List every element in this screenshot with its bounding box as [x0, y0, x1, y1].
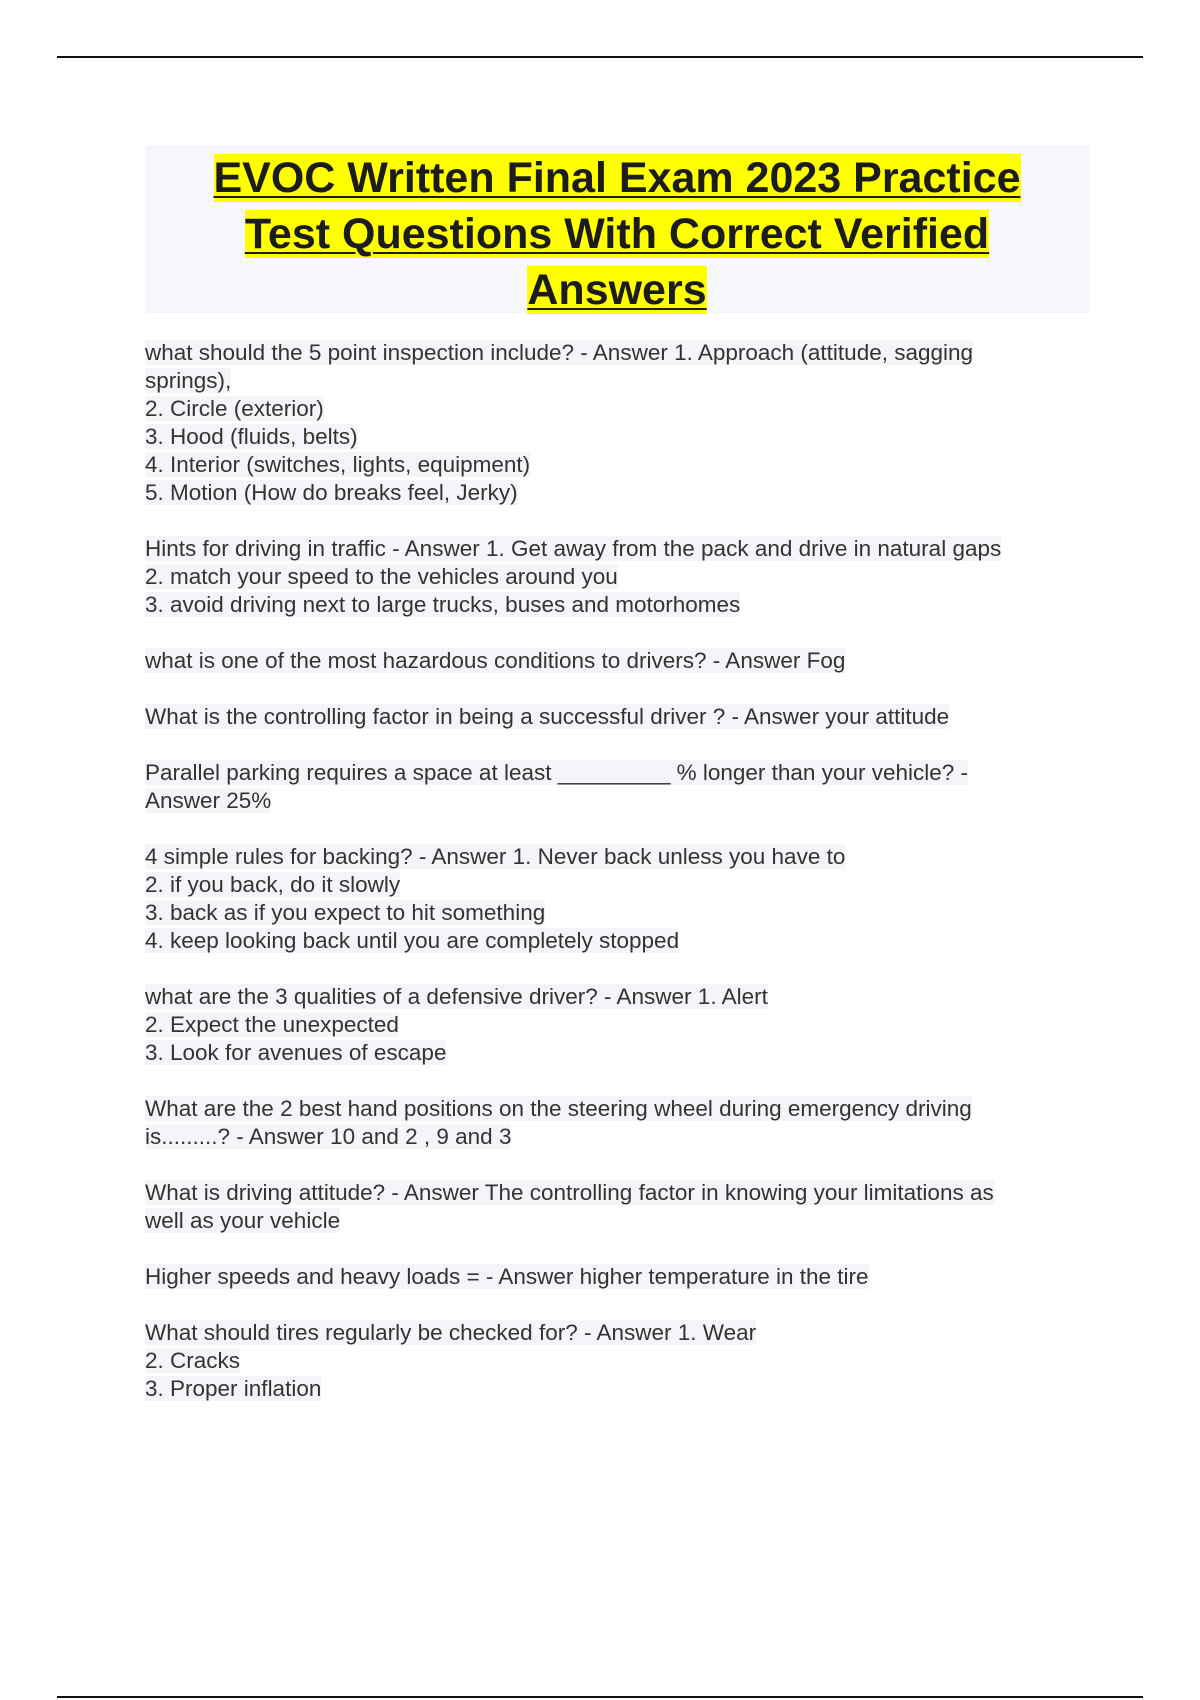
qa-block [145, 1095, 1105, 1151]
document-title [145, 150, 1089, 318]
qa-list [145, 339, 1105, 1431]
qa-line: What are the 2 best hand positions on the steering wheel during emergency driving [145, 1096, 972, 1121]
qa-block [145, 535, 1105, 619]
qa-line: well as your vehicle [145, 1208, 341, 1233]
qa-line: springs), [145, 368, 232, 393]
qa-line: Parallel parking requires a space at least _________ % longer than your vehicle? - [145, 760, 969, 785]
qa-block [145, 1179, 1105, 1235]
qa-line: 3. back as if you expect to hit something [145, 900, 546, 925]
qa-line: 3. Look for avenues of escape [145, 1040, 447, 1065]
title-line: Answers [527, 266, 707, 314]
qa-block [145, 647, 1105, 675]
qa-line: what are the 3 qualities of a defensive driver? - Answer 1. Alert [145, 984, 768, 1009]
qa-line: 4. Interior (switches, lights, equipment) [145, 452, 531, 477]
qa-line: Higher speeds and heavy loads = - Answer higher temperature in the tire [145, 1264, 869, 1289]
qa-line: 4. keep looking back until you are completely stopped [145, 928, 680, 953]
qa-block [145, 983, 1105, 1067]
qa-block [145, 1319, 1105, 1403]
qa-line: What is driving attitude? - Answer The controlling factor in knowing your limitations as [145, 1180, 994, 1205]
title-box [145, 145, 1089, 313]
qa-line: 2. Expect the unexpected [145, 1012, 399, 1037]
qa-line: Hints for driving in traffic - Answer 1. Get away from the pack and drive in natural gaps [145, 536, 1002, 561]
top-rule [57, 56, 1143, 58]
qa-line: 3. avoid driving next to large trucks, buses and motorhomes [145, 592, 741, 617]
qa-line: 4 simple rules for backing? - Answer 1. Never back unless you have to [145, 844, 846, 869]
qa-line: 2. match your speed to the vehicles around you [145, 564, 618, 589]
qa-line: Answer 25% [145, 788, 272, 813]
qa-line: 5. Motion (How do breaks feel, Jerky) [145, 480, 518, 505]
qa-line: what is one of the most hazardous conditions to drivers? - Answer Fog [145, 648, 846, 673]
qa-line: 2. Cracks [145, 1348, 241, 1373]
qa-line: What is the controlling factor in being a successful driver ? - Answer your attitude [145, 704, 950, 729]
qa-line: 2. if you back, do it slowly [145, 872, 401, 897]
bottom-rule [57, 1696, 1143, 1698]
qa-line: what should the 5 point inspection include? - Answer 1. Approach (attitude, sagging [145, 340, 974, 365]
qa-line: 3. Hood (fluids, belts) [145, 424, 358, 449]
qa-line: 2. Circle (exterior) [145, 396, 324, 421]
qa-block [145, 1263, 1105, 1291]
qa-line: is.........? - Answer 10 and 2 , 9 and 3 [145, 1124, 512, 1149]
qa-block [145, 339, 1105, 507]
qa-line: What should tires regularly be checked for? - Answer 1. Wear [145, 1320, 757, 1345]
title-line: Test Questions With Correct Verified [244, 210, 990, 258]
qa-block [145, 703, 1105, 731]
title-line: EVOC Written Final Exam 2023 Practice [213, 154, 1021, 202]
qa-block [145, 759, 1105, 815]
qa-line: 3. Proper inflation [145, 1376, 322, 1401]
qa-block [145, 843, 1105, 955]
